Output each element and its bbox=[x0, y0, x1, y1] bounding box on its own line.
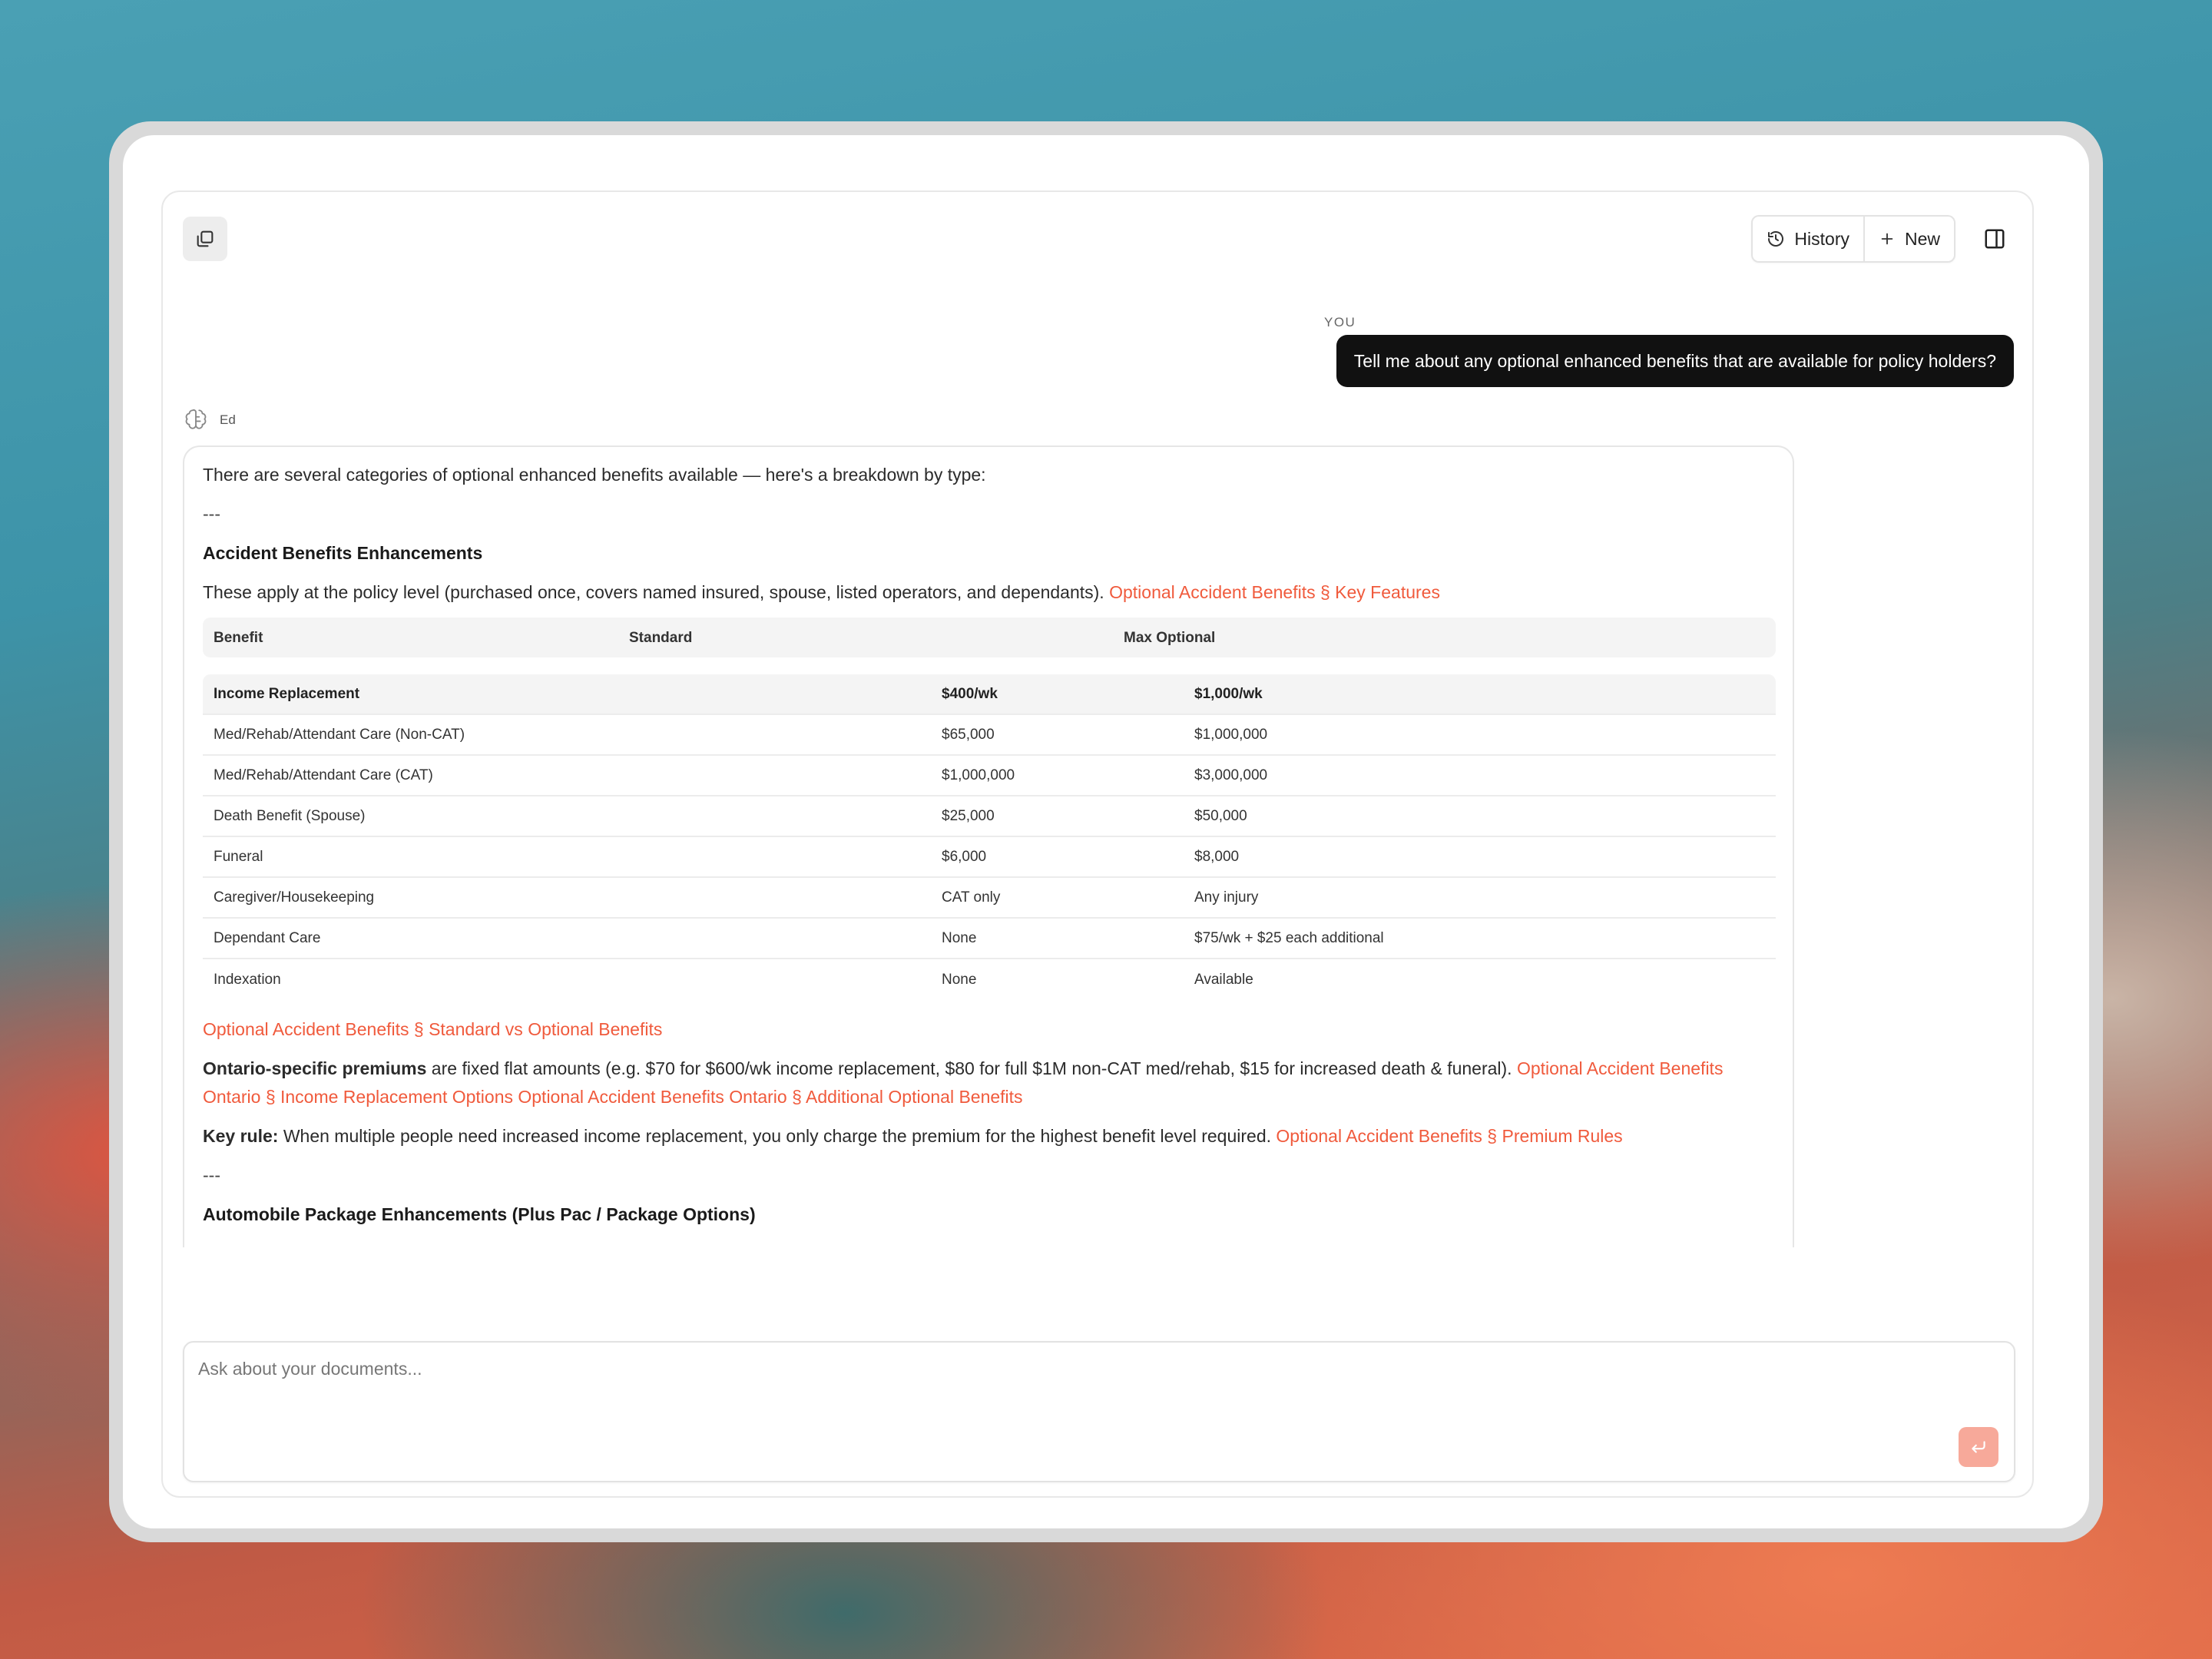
user-message-bubble bbox=[1336, 335, 2014, 387]
table-row bbox=[203, 878, 1776, 919]
assistant-name: Ed bbox=[220, 412, 236, 427]
user-message-text: Tell me about any optional enhanced benefits that are available for policy holders? bbox=[1353, 350, 1996, 371]
table-row bbox=[203, 837, 1776, 878]
table-cell: $25,000 bbox=[942, 808, 995, 824]
table-cell: $3,000,000 bbox=[1194, 767, 1268, 783]
assistant-message bbox=[183, 445, 1794, 1247]
table-cell: $1,000/wk bbox=[1194, 686, 1263, 702]
user-role-label: YOU bbox=[1324, 315, 1356, 329]
composer bbox=[183, 1341, 2015, 1482]
table-top-header bbox=[203, 618, 1776, 657]
citation-link[interactable]: Optional Accident Benefits § Standard vs Optional Benefits bbox=[203, 1019, 663, 1039]
separator: --- bbox=[203, 504, 220, 524]
history-icon bbox=[1767, 230, 1785, 248]
separator: --- bbox=[203, 1165, 220, 1185]
key-rule-text: When multiple people need increased income replacement, you only charge the premium for the highest benefit level required. bbox=[278, 1126, 1277, 1146]
key-rule-bold: Key rule: bbox=[203, 1126, 279, 1146]
table-cell: Caregiver/Housekeeping bbox=[214, 889, 375, 906]
table-row bbox=[203, 919, 1776, 959]
section-text: These apply at the policy level (purchased once, covers named insured, spouse, listed operators, and dependants). bbox=[203, 582, 1104, 602]
ontario-paragraph bbox=[203, 1055, 1774, 1111]
table-cell: Indexation bbox=[214, 972, 281, 988]
table-row bbox=[203, 959, 1776, 1000]
toggle-sidebar-button[interactable] bbox=[1977, 221, 2012, 257]
table-header-row bbox=[203, 674, 1776, 715]
assistant-header bbox=[183, 407, 236, 433]
table-cell: None bbox=[942, 930, 977, 946]
citation-link[interactable]: Optional Accident Benefits § Key Features bbox=[1109, 582, 1440, 602]
table-row bbox=[203, 715, 1776, 756]
table-cell: $75/wk + $25 each additional bbox=[1194, 930, 1384, 946]
section-paragraph bbox=[203, 578, 1774, 607]
chat-app bbox=[161, 190, 2034, 1498]
table-cell: Available bbox=[1194, 972, 1253, 988]
section-title: Accident Benefits Enhancements bbox=[203, 543, 483, 563]
table-cell: CAT only bbox=[942, 889, 1001, 906]
header-cell-benefit: Benefit bbox=[214, 629, 263, 646]
table-row bbox=[203, 756, 1776, 796]
header-cell-max-optional: Max Optional bbox=[1124, 629, 1216, 646]
header-toolbar bbox=[1751, 215, 1955, 263]
new-label: New bbox=[1904, 228, 1940, 249]
table-cell: Med/Rehab/Attendant Care (CAT) bbox=[214, 767, 433, 783]
ontario-text: are fixed flat amounts (e.g. $70 for $600/wk income replacement, $80 for full $1M non-CAT med/rehab, $15 for increased death & funeral). bbox=[426, 1058, 1517, 1078]
key-rule-paragraph bbox=[203, 1122, 1774, 1151]
history-label: History bbox=[1794, 228, 1849, 249]
new-chat-button[interactable] bbox=[1863, 217, 1954, 261]
section-title: Automobile Package Enhancements (Plus Pac / Package Options) bbox=[203, 1204, 756, 1224]
table-cell: Med/Rehab/Attendant Care (Non-CAT) bbox=[214, 727, 465, 743]
table-cell: $65,000 bbox=[942, 727, 995, 743]
table-cell: Death Benefit (Spouse) bbox=[214, 808, 366, 824]
copy-documents-button[interactable] bbox=[183, 217, 227, 261]
table-cell: $1,000,000 bbox=[1194, 727, 1268, 743]
sidebar-panel-icon bbox=[1983, 227, 2006, 250]
table-cell: Funeral bbox=[214, 849, 263, 865]
table-cell: None bbox=[942, 972, 977, 988]
plus-icon bbox=[1879, 230, 1896, 247]
table-row bbox=[203, 796, 1776, 837]
table-cell: $8,000 bbox=[1194, 849, 1240, 865]
citation-link[interactable]: Optional Accident Benefits § Premium Rules bbox=[1276, 1126, 1623, 1146]
enter-icon bbox=[1969, 1437, 1988, 1457]
benefits-table bbox=[203, 618, 1776, 1000]
table-citation-paragraph bbox=[203, 1015, 1774, 1044]
table-cell: Any injury bbox=[1194, 889, 1259, 906]
send-button[interactable] bbox=[1959, 1427, 1998, 1467]
copy-icon bbox=[194, 228, 216, 250]
table-cell: $400/wk bbox=[942, 686, 998, 702]
history-button[interactable] bbox=[1753, 217, 1863, 261]
header-cell-standard: Standard bbox=[629, 629, 693, 646]
answer-intro: There are several categories of optional enhanced benefits available — here's a breakdown by type: bbox=[203, 465, 986, 485]
table-cell: Income Replacement bbox=[214, 686, 360, 702]
message-input[interactable] bbox=[198, 1352, 1934, 1386]
citation-link[interactable]: Optional Accident Benefits Ontario § Income Replacement Options Optional Accident Benefits Ontario § Additional Optional Benefits bbox=[203, 1058, 1724, 1107]
table-cell: $6,000 bbox=[942, 849, 987, 865]
ontario-bold: Ontario-specific premiums bbox=[203, 1058, 427, 1078]
table-cell: Dependant Care bbox=[214, 930, 321, 946]
table-cell: $1,000,000 bbox=[942, 767, 1015, 783]
table-cell: $50,000 bbox=[1194, 808, 1247, 824]
brain-icon bbox=[183, 407, 209, 433]
